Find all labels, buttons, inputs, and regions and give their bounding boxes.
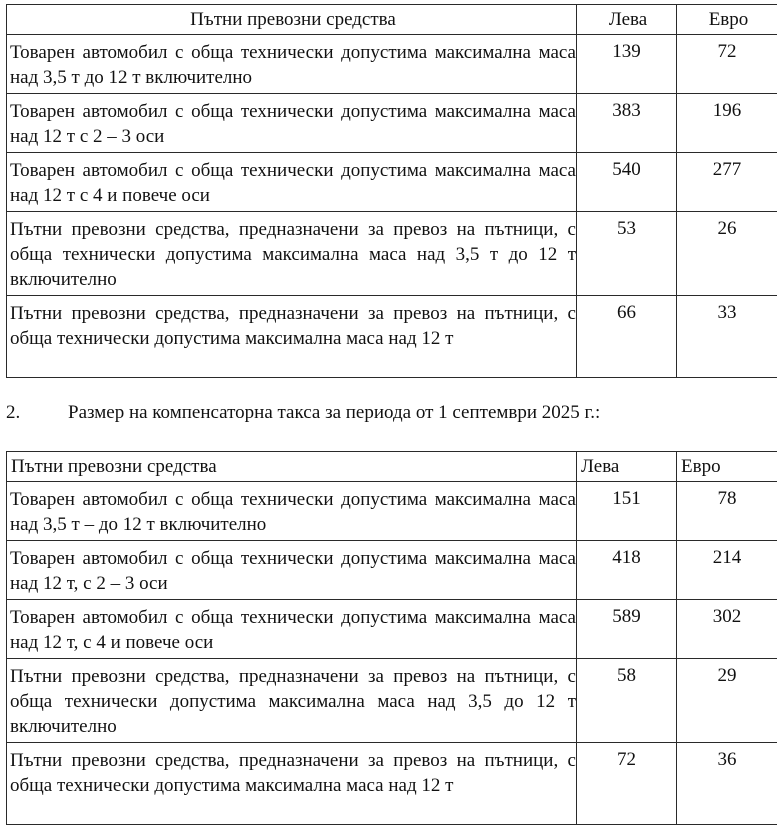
header-vehicles: Пътни превозни средства [7, 452, 577, 482]
leva-cell: 66 [577, 296, 677, 378]
vehicle-cell: Пътни превозни средства, предназначени за превоз на пътници, с обща технически допустима максимална маса над 3,5 до 12 т включително [7, 659, 577, 743]
vehicle-cell: Товарен автомобил с обща технически допустима максимална маса над 12 т с 2 – 3 оси [7, 94, 577, 153]
evro-cell: 36 [677, 743, 777, 825]
leva-cell: 418 [577, 541, 677, 600]
evro-cell: 302 [677, 600, 777, 659]
evro-cell: 78 [677, 482, 777, 541]
evro-cell: 277 [677, 153, 777, 212]
table-row [7, 296, 777, 378]
table-row [7, 541, 777, 600]
evro-cell: 196 [677, 94, 777, 153]
table-row [7, 212, 777, 296]
header-leva: Лева [577, 5, 677, 35]
leva-cell: 151 [577, 482, 677, 541]
evro-cell: 214 [677, 541, 777, 600]
leva-cell: 589 [577, 600, 677, 659]
table-row [7, 600, 777, 659]
table-row [7, 35, 777, 94]
leva-cell: 53 [577, 212, 677, 296]
leva-cell: 540 [577, 153, 677, 212]
table-row [7, 153, 777, 212]
vehicle-cell: Товарен автомобил с обща технически допустима максимална маса над 12 т, с 4 и повече оси [7, 600, 577, 659]
header-vehicles: Пътни превозни средства [7, 5, 577, 35]
evro-cell: 72 [677, 35, 777, 94]
leva-cell: 383 [577, 94, 677, 153]
table-row [7, 94, 777, 153]
header-evro: Евро [677, 5, 777, 35]
table-header-row [7, 5, 777, 35]
table-row [7, 482, 777, 541]
leva-cell: 58 [577, 659, 677, 743]
section-2-heading [6, 398, 777, 428]
section-title: Размер на компенсаторна такса за периода от 1 септември 2025 г.: [68, 402, 600, 423]
table-row [7, 743, 777, 825]
vehicle-cell: Пътни превозни средства, предназначени за превоз на пътници, с обща технически допустима максимална маса над 12 т [7, 743, 577, 825]
evro-cell: 29 [677, 659, 777, 743]
fee-table-current [6, 4, 777, 378]
evro-cell: 26 [677, 212, 777, 296]
evro-cell: 33 [677, 296, 777, 378]
table-row [7, 659, 777, 743]
vehicle-cell: Товарен автомобил с обща технически допустима максимална маса над 12 т с 4 и повече оси [7, 153, 577, 212]
leva-cell: 72 [577, 743, 677, 825]
table-header-row [7, 452, 777, 482]
vehicle-cell: Товарен автомобил с обща технически допустима максимална маса над 3,5 т до 12 т включително [7, 35, 577, 94]
header-leva: Лева [577, 452, 677, 482]
section-number: 2. [6, 398, 68, 428]
fee-table-from-sept-2025 [6, 451, 777, 825]
leva-cell: 139 [577, 35, 677, 94]
header-evro: Евро [677, 452, 777, 482]
vehicle-cell: Пътни превозни средства, предназначени за превоз на пътници, с обща технически допустима максимална маса над 12 т [7, 296, 577, 378]
vehicle-cell: Товарен автомобил с обща технически допустима максимална маса над 12 т, с 2 – 3 оси [7, 541, 577, 600]
vehicle-cell: Товарен автомобил с обща технически допустима максимална маса над 3,5 т – до 12 т включително [7, 482, 577, 541]
vehicle-cell: Пътни превозни средства, предназначени за превоз на пътници, с обща технически допустима максимална маса над 3,5 т до 12 т включително [7, 212, 577, 296]
